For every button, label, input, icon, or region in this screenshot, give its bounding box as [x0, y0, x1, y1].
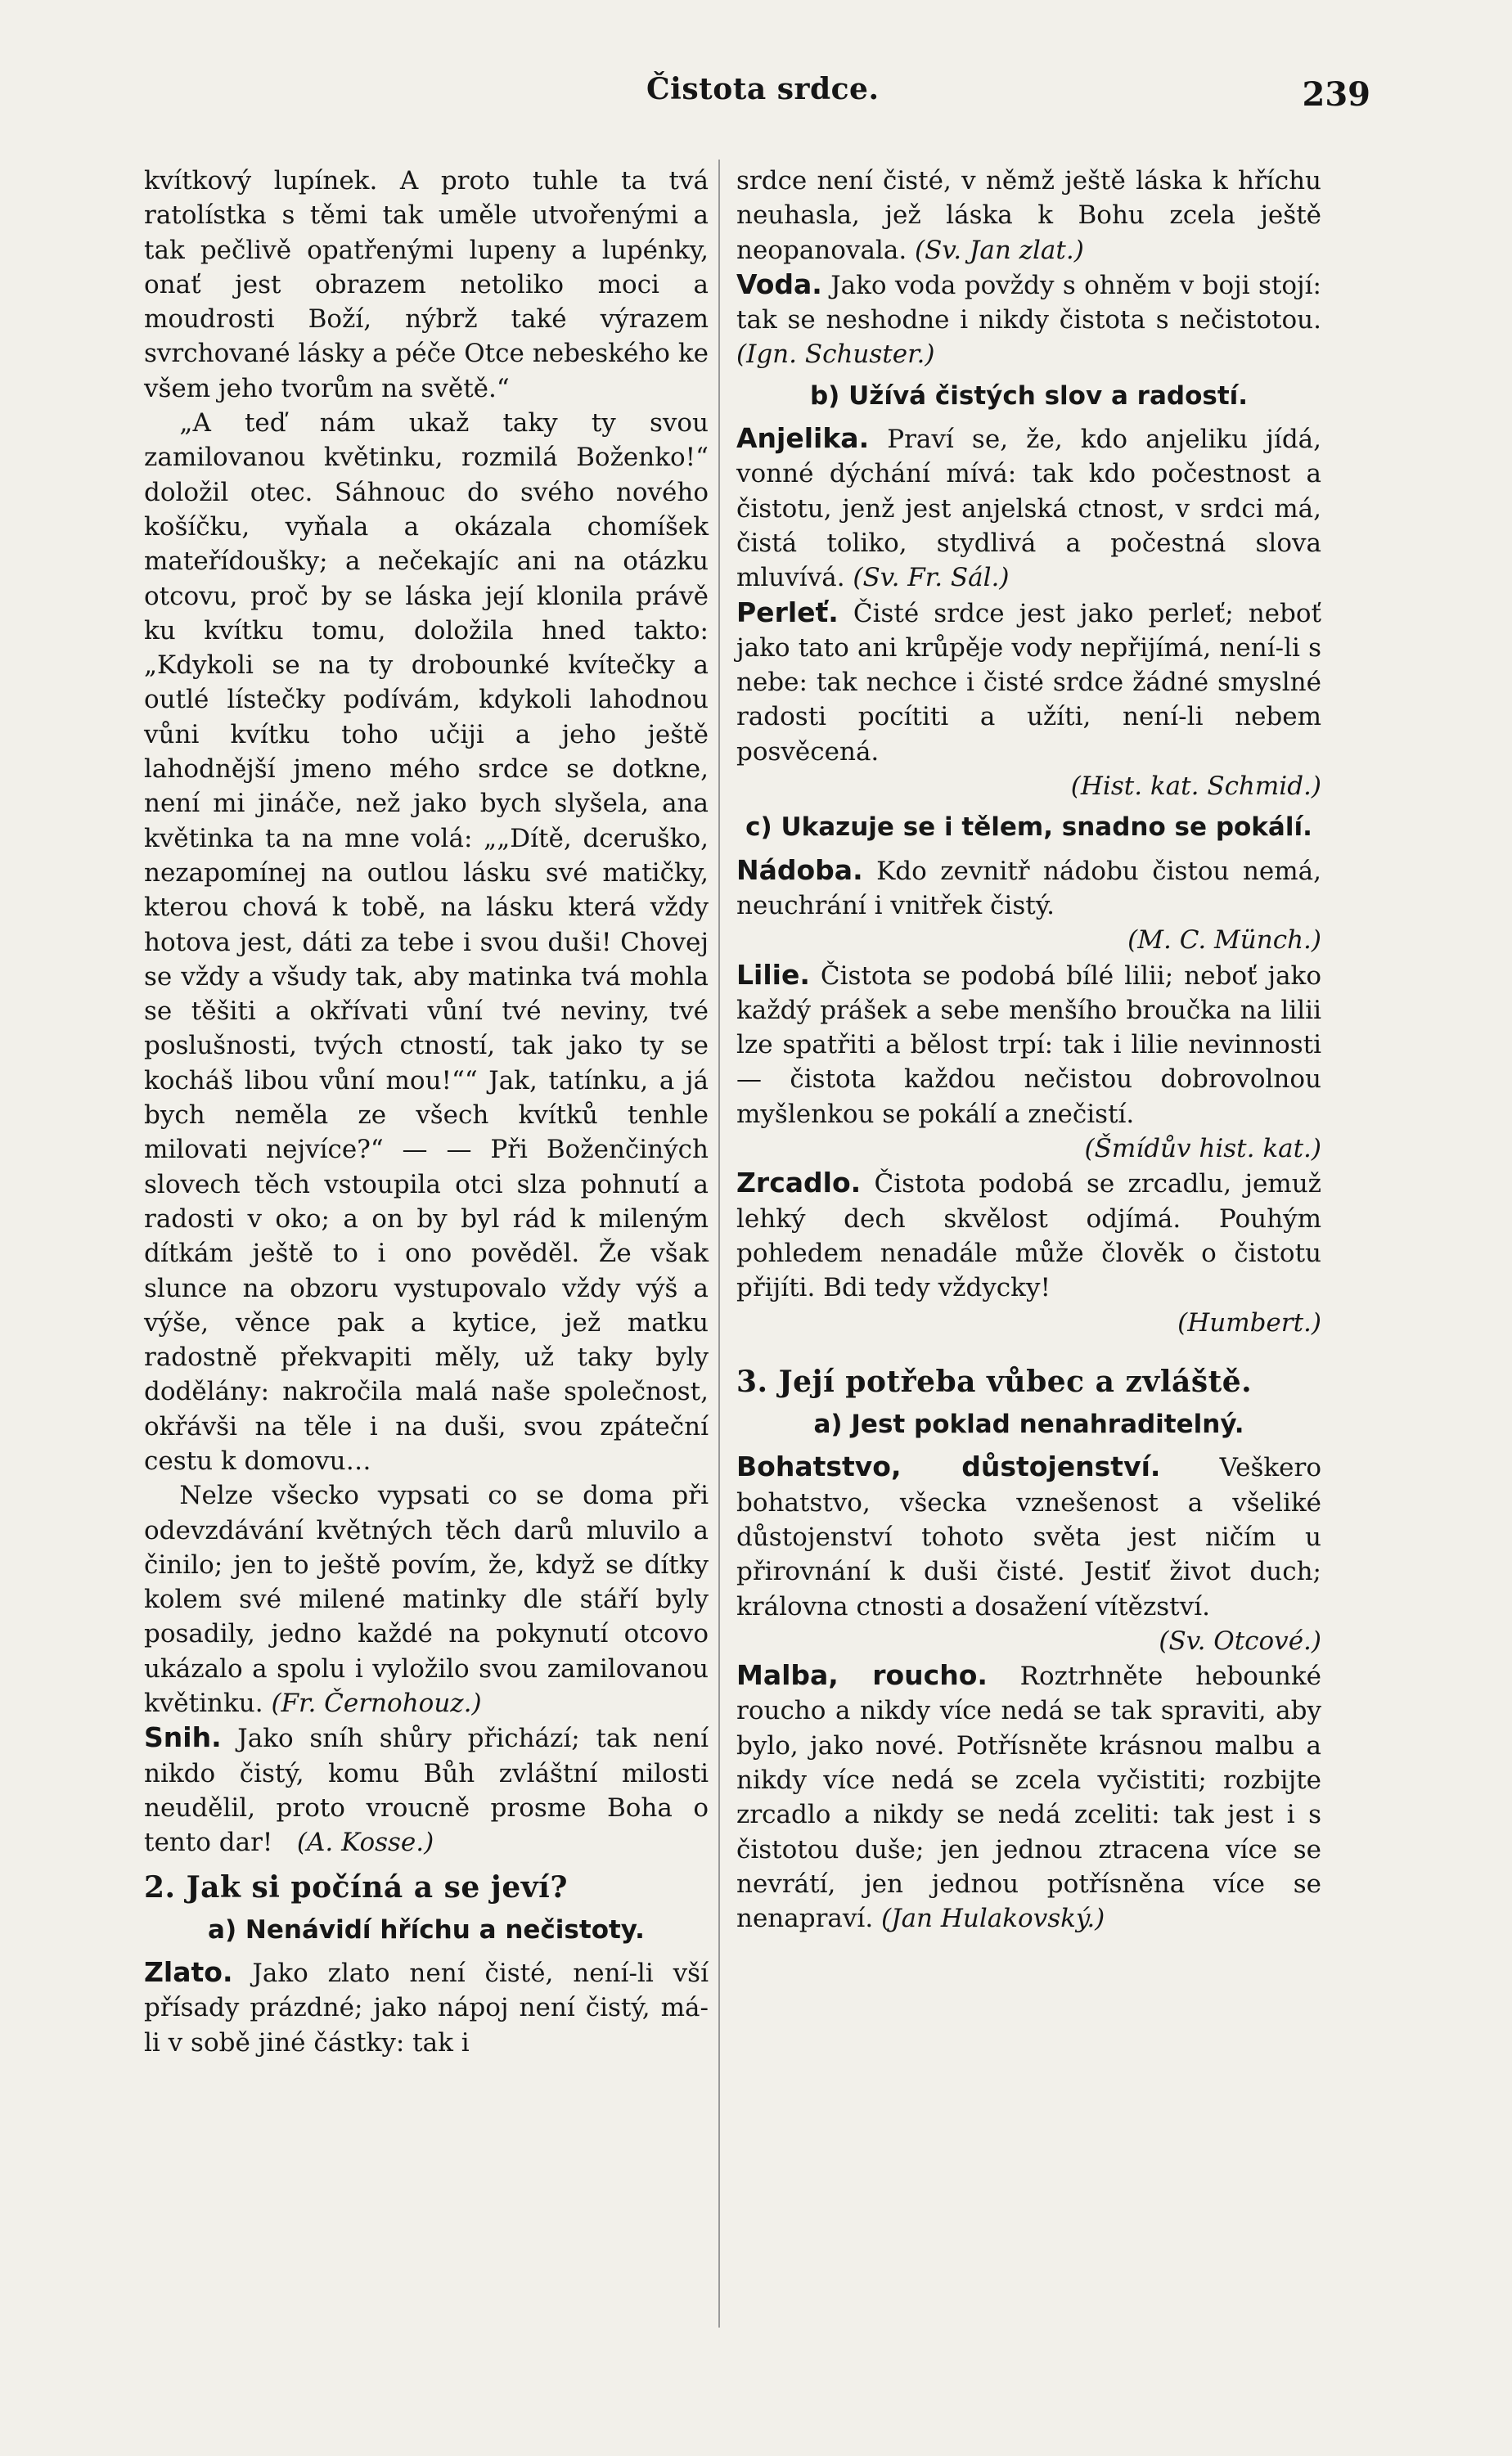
source-hulakovsky: (Jan Hulakovský.): [881, 1904, 1105, 1934]
column-divider: [718, 160, 720, 2328]
section-3-heading: 3. Její potřeba vůbec a zvláště.: [736, 1364, 1253, 1399]
source-jan-zlat: (Sv. Jan zlat.): [915, 235, 1084, 265]
entry-perla: [736, 596, 1321, 769]
subsection-b-heading: b) Užívá čistých slov a radostí.: [809, 380, 1249, 411]
entry-zrcadlo-text: Čistota podobá se zrcadlu, jemuž lehký dech skvělost odjímá. Pouhým pohledem nenadále může člověk o čistotu přijíti. Bdi tedy vždycky!: [736, 1169, 1321, 1303]
running-head: [143, 67, 1370, 124]
entry-malba-text: Roztrhněte hebounké roucho a nikdy více nedá se tak spraviti, aby bylo, jako nové. Potřísněte krásnou malbu a nikdy více nedá se zcela vyčistiti; rozbijte zrcadlo a nikdy se nedá zceliti: tak jest i s čistotou duše; jen jednou ztracena více se nevrátí, jen jednou potřísněna více se nenapraví.: [736, 1662, 1321, 1934]
entry-voda-text: Jako voda povždy s ohněm v boji stojí: tak se neshodne i nikdy čistota s nečistotou.: [736, 270, 1322, 335]
source-schuster: (Ign. Schuster.): [736, 340, 935, 370]
source-munch: (M. C. Münch.): [1127, 925, 1321, 956]
entry-nadoba: [736, 853, 1321, 924]
entry-lilie: [736, 958, 1321, 1131]
keyword-voda: Voda.: [736, 268, 822, 300]
source-kosse: (A. Kosse.): [296, 1828, 434, 1858]
entry-zlato: [144, 1955, 709, 2060]
source-smiduv: (Šmídův hist. kat.): [1084, 1134, 1321, 1164]
page-number: 239: [1302, 75, 1370, 114]
entry-bohatstvo: [736, 1450, 1321, 1623]
keyword-lilie: Lilie.: [736, 958, 810, 991]
entry-zrcadlo: [736, 1166, 1321, 1305]
subsection-a2-heading: a) Jest poklad nenahraditelný.: [813, 1410, 1244, 1440]
entry-lilie-text: Čistota se podobá bílé lilii; neboť jako každý prášek a sebe menšího broučka na lilii lze spatřiti a bělost trpí: tak i lilie nevinnosti — čistota každou nečistou dobrovolnou myšlenkou se pokálí a znečistí.: [736, 960, 1321, 1129]
entry-snih: [144, 1721, 709, 1860]
source-humbert: (Humbert.): [1177, 1307, 1321, 1338]
keyword-anjelika: Anjelika.: [736, 422, 870, 455]
entry-perla-text: Čisté srdce jest jako perleť; neboť jako tato ani krůpěje vody nepřijímá, není-li s nebe: tak nechce i čisté srdce žádné smyslné radosti pocítiti a užíti, není-li nebem posvěcená.: [736, 598, 1321, 767]
source-cernohouz: (Fr. Černohouz.): [271, 1689, 482, 1719]
keyword-malba: Malba, roucho.: [736, 1659, 988, 1692]
keyword-perla: Perleť.: [736, 596, 839, 628]
entry-continued: [736, 164, 1321, 268]
source-schmid: (Hist. kat. Schmid.): [1070, 771, 1321, 802]
entry-continued-text: srdce není čisté, v němž ještě láska k hříchu neuhasla, jež láska k Bohu zcela ještě neopanovala.: [736, 166, 1321, 265]
paragraph-bozenka: „A teď nám ukaž taky ty svou zamilovanou květinku, rozmilá Boženko!“ doložil otec. Sáhnouc do svého nového košíčku, vyňala a okázala chomíšek mateřídoušky; a nečekajíc ani na otázku otcovu, proč by se láska její klonila právě ku kvítku tomu, doložila hned takto: „Kdykoli se na ty drobounké kvítečky a outlé lístečky podívám, kdykoli lahodnou vůni kvítku toho učiji a jeho ještě lahodnější jmeno mého srdce se dotkne, není mi jináče, než jako bych slyšela, ana květinka ta na mne volá: „„Dítě, dceruško, nezapomínej na outlou lásku své matičky, kterou chová k tobě, na lásku která vždy hotova jest, dáti za tebe i svou duši! Chovej se vždy a všudy tak, aby matinka tvá mohla se těšiti a okřívati vůní tvé neviny, tvé poslušnosti, tvých ctností, tak jako ty se kocháš libou vůní mou!““ Jak, tatínku, a já bych neměla ze všech kvítků tenhle milovati nejvíce?“ — — Při Boženčiných slovech těch vstoupila otci slza pohnutí a radosti v oko; a on by byl rád k mileným dítkám ještě to i ono pověděl. Že však slunce na obzoru vystupovalo vždy výš a výše, věnce pak a kytice, jež matku radostně překvapiti měly, už taky byly dodělány: nakročila malá naše společnost, okřávši na těle i na duši, svou zpáteční cestu k domovu…: [144, 408, 709, 1476]
entry-anjelika: [736, 421, 1321, 595]
entry-snih-text: Jako sníh shůry přichází; tak není nikdo čistý, komu Bůh zvláštní milosti neudělil, proto vroucně prosme Boha o tento dar!: [144, 1724, 709, 1858]
source-fr-sal: (Sv. Fr. Sál.): [853, 563, 1010, 593]
keyword-zrcadlo: Zrcadlo.: [736, 1167, 862, 1199]
paragraph-home-text: Nelze všecko vypsati co se doma při odevzdávání květných těch darů mluvilo a činilo; jen to ještě povím, že, když se dítky kolem své milené matinky dle stáří byly posadily, jedno každé na pokynutí otcovo ukázalo a spolu i vyložilo svou zamilovanou květinku.: [144, 1481, 709, 1719]
paragraph-flower-lesson: kvítkový lupínek. A proto tuhle ta tvá ratolístka s těmi tak uměle utvořenými a tak pečlivě opatřenými lupeny a lupénky, onať jest obrazem netoliko moci a moudrosti Boží, nýbrž také výrazem svrchované lásky a péče Otce nebeského ke všem jeho tvorům na světě.“: [144, 166, 709, 403]
left-column: [144, 164, 709, 2060]
subsection-c-heading: c) Ukazuje se i tělem, snadno se pokálí.: [745, 812, 1312, 843]
keyword-snih: Snih.: [144, 1721, 222, 1754]
entry-anjelika-text: Praví se, že, kdo anjeliku jídá, vonné dýchání mívá: tak kdo počestnost a čistotu, jenž jest anjelská ctnost, v srdci má, čistá toliko, stydlivá a počestná slova mluvívá.: [736, 425, 1322, 593]
entry-voda: [736, 268, 1321, 372]
keyword-bohatstvo: Bohatstvo, důstojenství.: [736, 1451, 1161, 1483]
right-column: [736, 164, 1321, 1936]
entry-malba: [736, 1658, 1321, 1936]
keyword-nadoba: Nádoba.: [736, 853, 863, 886]
subsection-a-heading: a) Nenávidí hříchu a nečistoty.: [208, 1914, 645, 1945]
running-title: Čistota srdce.: [646, 72, 880, 106]
section-2-heading: 2. Jak si počíná a se jeví?: [144, 1869, 568, 1905]
entry-bohatstvo-text: Veškero bohatstvo, všecka vznešenost a všeliké důstojenství tohoto světa jest ničím u přirovnání k duši čisté. Jestiť život duch; královna ctnosti a dosažení vítězství.: [736, 1453, 1321, 1622]
spacer: [736, 1340, 1321, 1355]
keyword-zlato: Zlato.: [144, 1956, 233, 1989]
entry-nadoba-text: Kdo zevnitř nádobu čistou nemá, neuchrání i vnitřek čistý.: [736, 856, 1321, 920]
entry-zlato-text: Jako zlato není čisté, není-li vší přísady prázdné; jako nápoj není čistý, má-li v sobě jiné částky: tak i: [144, 1959, 709, 2058]
source-otcove: (Sv. Otcové.): [1159, 1626, 1321, 1656]
paragraph-home: [144, 1478, 709, 1721]
